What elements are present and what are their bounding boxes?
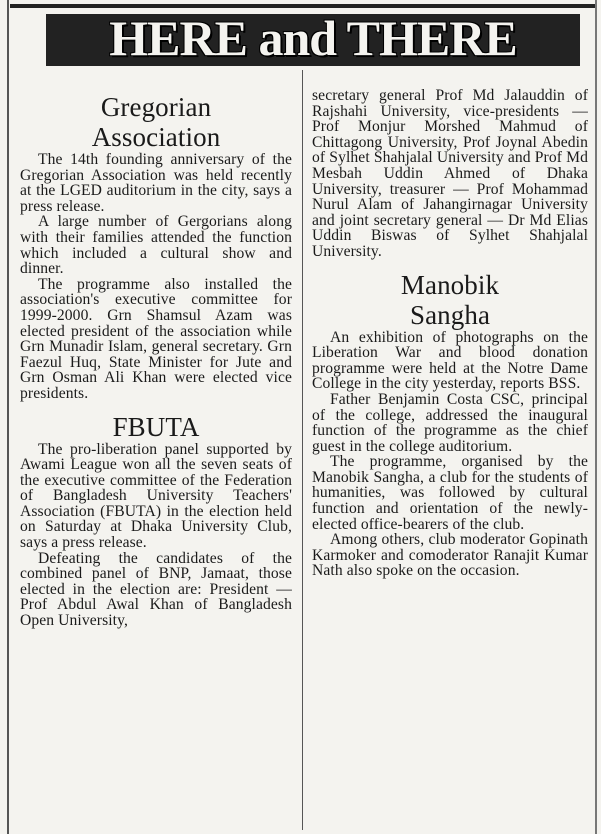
right-border <box>595 0 597 834</box>
gregorian-heading-line2: Association <box>91 122 221 152</box>
manobik-heading-line2: Sangha <box>409 299 491 330</box>
gregorian-heading <box>20 92 292 152</box>
gregorian-paragraph: The programme also installed the association's executive committee for 1999-2000. Grn Shamsul Azam was elected president of the association while Grn Munadir Islam, general secretary. Grn Faezul Huq, State Minister for Jute and Grn Osman Ali Khan were elected vice presidents. <box>20 275 292 402</box>
manobik-heading-line1: Manobik <box>400 269 500 300</box>
gregorian-heading-line1: Gregorian <box>100 92 212 122</box>
manobik-heading <box>312 270 588 330</box>
left-column <box>20 92 292 629</box>
manobik-paragraph: Father Benjamin Costa CSC, principal of the college, addressed the inaugural function of the programme as the chief guest in the college auditorium. <box>312 390 588 455</box>
right-column <box>312 88 588 579</box>
fbuta-continuation: secretary general Prof Md Jalauddin of Rajshahi University, vice-presidents — Prof Monjur Morshed Mahmud of Chittagong University, Prof Joynal Abedin of Sylhet Shahjalal University and Prof Md Mesbah Uddin Ahmed of Dhaka University, treasurer — Prof Mohammad Nurul Alam of Jahangirnagar University and joint secretary general — Dr Md Elias Uddin Biswas of Sylhet Shahjalal University. <box>312 87 588 260</box>
fbuta-paragraph: The pro-liberation panel supported by Awami League won all the seven seats of the executive committee of the Federation of Bangladesh University Teachers' Association (FBUTA) in the election held on Saturday at Dhaka University Club, says a press release. <box>20 440 292 552</box>
manobik-paragraph: The programme, organised by the Manobik Sangha, a club for the students of humanities, was followed by cultural function and orientation of the newly-elected office-bearers of the club. <box>312 453 588 533</box>
manobik-paragraph: Among others, club moderator Gopinath Karmoker and comoderator Ranajit Kumar Nath also spoke on the occasion. <box>312 531 588 580</box>
column-divider <box>302 70 303 830</box>
gregorian-paragraph: A large number of Gergorians along with their families attended the function which included a cultural show and dinner. <box>20 213 292 278</box>
masthead-title: HERE and THERE <box>109 10 517 66</box>
top-rule <box>10 4 595 8</box>
gregorian-paragraph: The 14th founding anniversary of the Gregorian Association was held recently at the LGED auditorium in the city, says a press release. <box>20 151 292 215</box>
left-border <box>7 0 9 834</box>
fbuta-paragraph: Defeating the candidates of the combined panel of BNP, Jamaat, those elected in the election are: President — Prof Abdul Awal Khan of Bangladesh Open University, <box>20 549 292 630</box>
fbuta-heading: FBUTA <box>112 411 200 442</box>
manobik-paragraph: An exhibition of photographs on the Liberation War and blood donation programme were held at the Notre Dame College in the city yesterday, reports BSS. <box>312 328 588 393</box>
